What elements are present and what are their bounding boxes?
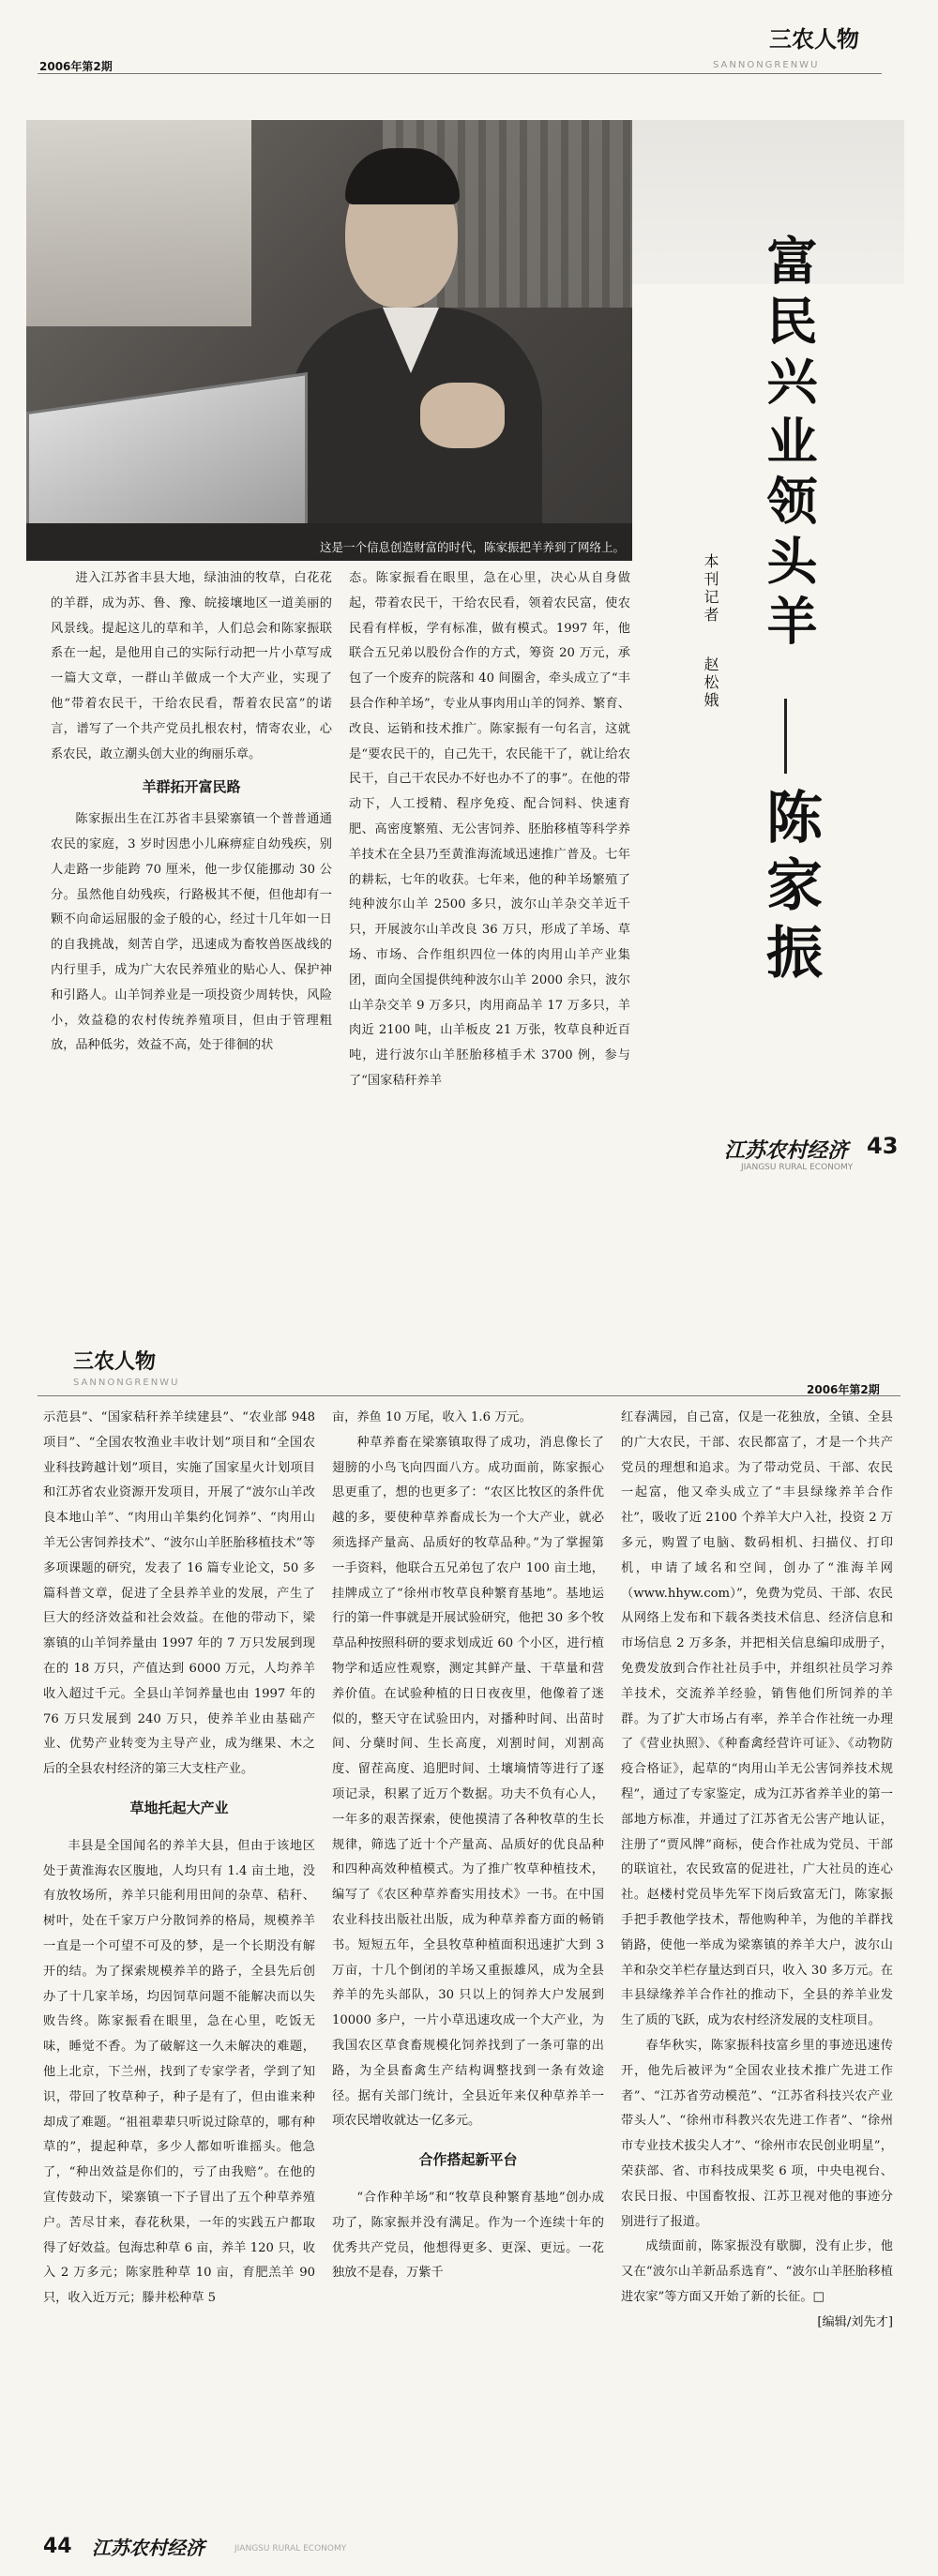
footer-brand: 江苏农村经济 xyxy=(724,1138,849,1163)
issue-label: 2006年第2期 xyxy=(807,1383,880,1396)
paragraph: “合作种羊场”和“牧草良种繁育基地”创办成功了，陈家振并没有满足。作为一个连续十年的优秀共产党员，他想得更多、更深、更远。一花独放不是春，万紫千 xyxy=(332,2190,604,2281)
p44-column-1 xyxy=(43,1406,315,2522)
section-subtitle: SANNONGRENWU xyxy=(713,60,820,70)
paragraph: 红春满园，自己富，仅是一花独放，全镇、全县的广大农民，干部、农民都富了，才是一个共产党员的理想和追求。为了带动党员、干部、农民一起富，他又牵头成立了“丰县绿缘养羊合作社”，吸收了近 2100 个养羊大户入社，投资 2 万多元，购置了电脑、数码相机、扫描仪、打印机，申请了域名和空间，创办了“淮海羊网（www.hhyw.com）”，免费为党员、干部、农民从网络上发布和下载各类技术信息、经济信息和市场信息 2 万多条，并把相关信息编印成册子，免费发放到合作社社员手中，并组织社员学习养羊技术，交流养羊经验，销售他们所饲养的羊群。为了扩大市场占有率，养羊合作社统一办理了《营业执照》、《种畜禽经营许可证》、《动物防疫合格证》，起草的“肉用山羊无公害饲养技术规程”，通过了专家鉴定，成为江苏省养羊业的第一部地方标准，并通过了江苏省无公害产地认证，注册了“贾风牌”商标，使合作社成为党员、干部的联谊社，农民致富的促进社，广大社员的连心社。赵楼村党员毕先军下岗后致富无门，陈家振手把手教他学技术，帮他购种羊，为他的羊群找销路，使他一举成为梁寨镇的养羊大户，波尔山羊和杂交羊栏存量达到百只，收入 30 多万元。在丰县绿缘养羊合作社的推动下，全县的养羊业发生了质的飞跃，成为农村经济发展的支柱项目。 xyxy=(621,1410,893,2028)
paragraph: 成绩面前，陈家振没有歇脚，没有止步，他又在“波尔山羊新品系选育”、“波尔山羊胚胎移植进农家”等方面又开始了新的长征。□ xyxy=(621,2239,893,2304)
p44-column-2 xyxy=(332,1406,604,2522)
byline-name: 赵松娥 xyxy=(702,656,719,710)
header-rule xyxy=(38,73,882,74)
section-subtitle: SANNONGRENWU xyxy=(73,1378,180,1388)
section-heading: 草地托起大产业 xyxy=(129,1799,229,1816)
footer-brand: 江苏农村经济 xyxy=(92,2537,204,2559)
paragraph: 进入江苏省丰县大地，绿油油的牧草，白花花的羊群，成为苏、鲁、豫、皖接壤地区一道美丽的风景线。提起这儿的草和羊，人们总会和陈家振联系在一起，是他用自己的实际行动把一片小草写成一篇大文章，一群山羊做成一个大产业，实现了他“带着农民干，干给农民看，帮着农民富”的诺言，谱写了一个共产党员扎根农村，情寄农业，心系农民，敢立潮头创大业的绚丽乐章。 xyxy=(51,571,332,761)
footer-subtitle: JIANGSU RURAL ECONOMY xyxy=(234,2544,347,2553)
title-dash xyxy=(784,699,787,774)
header-rule xyxy=(38,1395,900,1396)
section-title: 三农人物 xyxy=(769,26,859,53)
page-number: 43 xyxy=(867,1133,899,1159)
section-heading: 合作搭起新平台 xyxy=(418,2151,518,2169)
photo-window-light xyxy=(26,120,251,326)
paragraph: 丰县是全国闻名的养羊大县，但由于该地区处于黄淮海农区腹地，人均只有 1.4 亩土地，没有放牧场所，养羊只能利用田间的杂草、秸秆、树叶，处在千家万户分散饲养的格局，规模养羊一直是一个可望不可及的梦，是一个长期没有解开的结。为了探索规模养羊的路子，全县先后创办了十几家羊场，均因饲草问题不能解决而以失败告终。陈家振看在眼里，急在心里，吃饭无味，睡觉不香。为了破解这一久未解决的难题，他上北京，下兰州，找到了专家学者，学到了知识，带回了牧草种子，种子是有了，但由谁来种却成了难题。“祖祖辈辈只听说过除草的，哪有种草的”，提起种草，多少人都如听谁摇头。他急了，“种出效益是你们的，亏了由我赔”。在他的宣传鼓动下，梁寨镇一下子冒出了五个种草养殖户。苦尽甘来，春花秋果，一年的实践五户都取得了好效益。包海忠种草 6 亩，养羊 120 只，收入 2 万多元；陈家胜种草 10 亩，育肥羔羊 90 只，收入近万元；滕井松种草 5 xyxy=(43,1838,315,2306)
paragraph: 示范县”、“国家秸秆养羊续建县”、“农业部 948 项目”、“全国农牧渔业丰收计划”项目和“全国农业科技跨越计划”项目，实施了国家星火计划项目和江苏省农业资源开发项目，开展了“波尔山羊改良本地山羊”、“肉用山羊集约化饲养”、“肉用山羊无公害饲养技术”、“波尔山羊胚胎移植技术”等多项课题的研究，发表了 16 篇专业论文，50 多篇科普文章，促进了全县养羊业的发展，产生了巨大的经济效益和社会效益。在他的带动下，梁寨镇的山羊饲养量由 1997 年的 7 万只发展到现在的 18 万只，产值达到 6000 万元，人均养羊收入超过千元。全县山羊饲养量也由 1997 年的 76 万只发展到 240 万只，使养羊业由基础产业、优势产业转变为主导产业，成为继果、木之后的全县农村经济的第三大支柱产业。 xyxy=(43,1410,315,1777)
photo-hand xyxy=(420,383,505,448)
person-name: 陈家振 xyxy=(757,788,823,990)
article-title: 富民兴业领头羊 xyxy=(759,234,818,655)
paragraph: 亩，养鱼 10 万尾，收入 1.6 万元。 xyxy=(332,1410,532,1424)
footer-subtitle: JIANGSU RURAL ECONOMY xyxy=(741,1163,854,1172)
photo-caption: 这是一个信息创造财富的时代，陈家振把羊养到了网络上。 xyxy=(319,540,625,554)
page-number: 44 xyxy=(43,2535,72,2558)
paragraph: 态。陈家振看在眼里，急在心里，决心从自身做起，带着农民干，干给农民看，领着农民富，使农民看有样板，学有标准，做有模式。1997 年，他联合五兄弟以股份合作的方式，筹资 20 万元，承包了一个废弃的院落和 40 间圈舍，牵头成立了“丰县合作种羊场”，专业从事肉用山羊的饲养、繁育、改良、运销和技术推广。陈家振有一句名言，这就是“要农民干的，自己先干，农民能干了，就让给农民干，自己干农民办不好也办不了的事”。在他的带动下，人工授精、程序免疫、配合饲料、快速育肥、高密度繁殖、无公害饲养、胚胎移植等科学养羊技术在全县乃至黄淮海流域迅速推广普及。七年的耕耘，七年的收获。七年来，他的种羊场繁殖了纯种波尔山羊 2500 多只，波尔山羊杂交羊近千只，开展波尔山羊改良 36 万只，形成了羊场、草场、市场、合作组织四位一体的肉用山羊产业集团，面向全国提供纯种波尔山羊 2000 余只，波尔山羊杂交羊 9 万多只，肉用商品羊 17 万多只，羊肉近 2100 吨，山羊板皮 21 万张，牧草良种近百吨，进行波尔山羊胚胎移植手术 3700 例，参与了“国家秸秆养羊 xyxy=(349,571,630,1088)
editor-note: [编辑/刘先才] xyxy=(817,2314,893,2329)
magazine-page-44 xyxy=(0,1288,938,2576)
byline-role: 本刊记者 xyxy=(702,553,719,625)
section-heading: 羊群拓开富民路 xyxy=(142,778,241,796)
issue-label: 2006年第2期 xyxy=(39,60,113,73)
p43-column-1 xyxy=(51,566,332,1148)
p43-column-2 xyxy=(349,566,630,1148)
section-title: 三农人物 xyxy=(73,1350,157,1374)
paragraph: 陈家振出生在江苏省丰县梁寨镇一个普普通通农民的家庭，3 岁时因患小儿麻痹症自幼残疾，别人走路一步能跨 70 厘米，他一步仅能挪动 30 公分。虽然他自幼残疾，行路极其不便，但他却有一颗不向命运屈服的金子般的心，经过十几年如一日的自我挑战，刻苦自学，迅速成为畜牧兽医战线的内行里手，成为广大农民养殖业的贴心人、保护神和引路人。山羊饲养业是一项投资少周转快，风险小，效益稳的农村传统养殖项目，但由于管理粗放，品种低劣，效益不高，处于徘徊的状 xyxy=(51,812,332,1053)
paragraph: 春华秋实，陈家振科技富乡里的事迹迅速传开，他先后被评为“全国农业技术推广先进工作者”、“江苏省劳动模范”、“江苏省科技兴农产业带头人”、“徐州市科教兴农先进工作者”、“徐州市专业技术拔尖人才”、“徐州市农民创业明星”，荣获部、省、市科技成果奖 6 项，中央电视台、农民日报、中国畜牧报、江苏卫视对他的事迹分别进行了报道。 xyxy=(621,2038,893,2229)
paragraph: 种草养畜在梁寨镇取得了成功，消息像长了翅膀的小鸟飞向四面八方。成功面前，陈家振心思更重了，想的也更多了：“农区比牧区的条件优越的多，要使种草养畜成长为一个大产业，就必须选择产量高、品质好的牧草品种。”为了掌握第一手资料，他联合五兄弟包了农户 100 亩土地，挂牌成立了“徐州市牧草良种繁育基地”。基地运行的第一件事就是开展试验研究，他把 30 多个牧草品种按照科研的要求划成近 60 个小区，进行植物学和适应性观察，测定其鲜产量、干草量和营养价值。在试验种植的日日夜夜里，他像着了迷似的，整天守在试验田内，对播种时间、出苗时间、分蘖时间、生长高度，刈割时间，刈割高度、留茬高度、追肥时间、土壤墒情等进行了逐项记录，积累了近万个数据。功夫不负有心人，一年多的艰苦探索，使他摸清了各种牧草的生长规律，筛选了近十个产量高、品质好的优良品种和四种高效种植模式。为了推广牧草种植技术，编写了《农区种草养畜实用技术》一书。在中国农业科技出版社出版，成为种草养畜方面的畅销书。短短五年，全县牧草种植面积迅速扩大到 3 万亩，十几个倒闭的羊场又重振雄风，成为全县养羊的先头部队，30 只以上的饲养大户发展到 10000 多户，一片小草迅速攻成一个大产业，为我国农区草食畜规模化饲养找到了一条可靠的出路，为全县畜禽生产结构调整找到一条有效途径。据有关部门统计，全县近年来仅种草养羊一项农民增收就达一亿多元。 xyxy=(332,1435,604,2129)
p44-column-3 xyxy=(621,1406,893,2522)
portrait-photo xyxy=(26,120,632,561)
